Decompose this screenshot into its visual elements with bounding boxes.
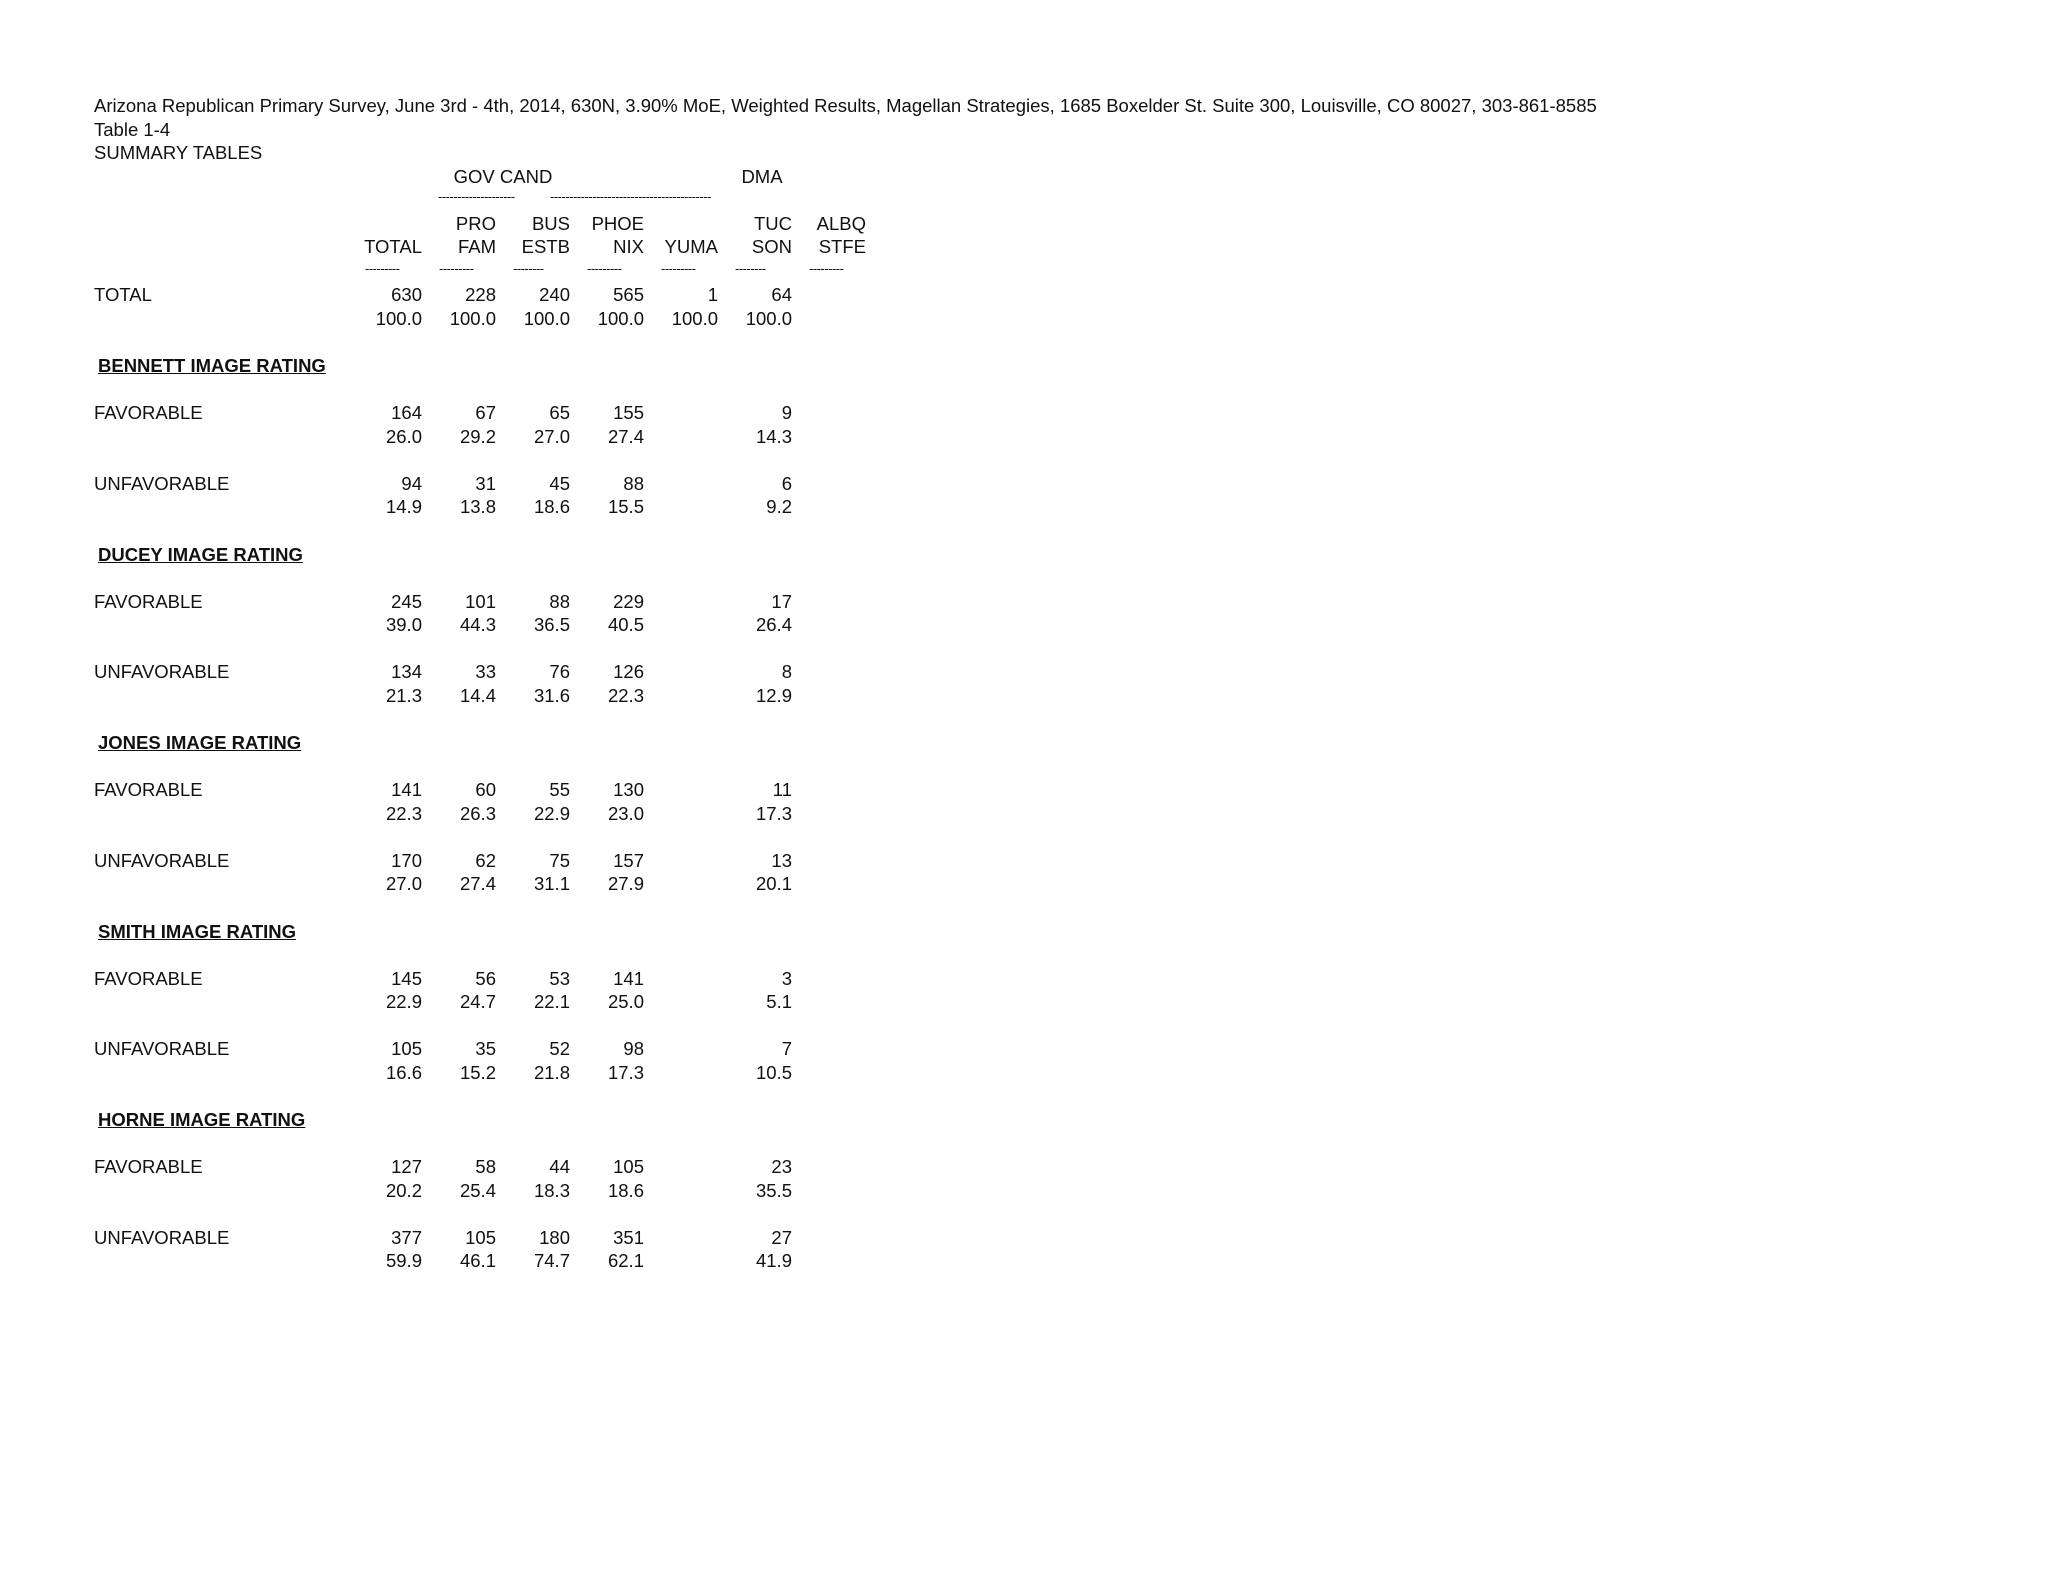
- percent-cell: 14.4: [459, 684, 496, 706]
- percent-cell: 26.3: [459, 802, 496, 824]
- column-header-rule: ---------: [587, 262, 622, 276]
- count-cell: 7: [781, 1038, 792, 1059]
- row-label: FAVORABLE: [94, 967, 203, 989]
- group-header-gov-cand: GOV CAND: [453, 166, 553, 187]
- count-cell: 62: [475, 849, 496, 871]
- count-cell: 76: [549, 661, 570, 682]
- percent-cell: 39.0: [385, 614, 422, 635]
- count-cell: 145: [391, 967, 422, 989]
- count-cell: 52: [549, 1038, 570, 1059]
- row-label: UNFAVORABLE: [94, 1038, 230, 1059]
- column-header-line2: TOTAL: [364, 236, 422, 257]
- count-cell: 240: [539, 284, 570, 305]
- count-cell: 565: [613, 284, 644, 305]
- count-cell: 27: [771, 1226, 792, 1248]
- count-cell: 45: [549, 472, 570, 494]
- percent-cell: 22.9: [385, 991, 422, 1012]
- table-kind: SUMMARY TABLES: [94, 142, 263, 163]
- percent-cell: 27.0: [385, 873, 422, 894]
- column-header-line2: STFE: [818, 236, 866, 257]
- percent-cell: 21.3: [385, 684, 422, 706]
- percent-cell: 5.1: [766, 991, 792, 1012]
- row-label: FAVORABLE: [94, 779, 203, 800]
- percent-cell: 15.2: [459, 1061, 496, 1083]
- percent-cell: 14.9: [385, 496, 422, 517]
- count-cell: 88: [549, 590, 570, 612]
- count-cell: 11: [772, 779, 792, 800]
- count-cell: 8: [781, 661, 792, 682]
- percent-cell: 26.0: [385, 425, 422, 447]
- count-cell: 67: [475, 402, 496, 423]
- count-cell: 23: [771, 1156, 792, 1177]
- column-header-line1: PHOE: [591, 213, 644, 234]
- percent-cell: 20.2: [385, 1179, 422, 1201]
- count-cell: 126: [613, 661, 644, 682]
- column-header-rule: ---------: [365, 262, 400, 276]
- percent-cell: 24.7: [459, 991, 496, 1012]
- column-header-line1: ALBQ: [816, 213, 866, 234]
- count-cell: 53: [549, 967, 570, 989]
- group-rule-gov-cand: --------------------: [438, 190, 515, 204]
- count-cell: 155: [613, 402, 644, 423]
- count-cell: 98: [623, 1038, 644, 1059]
- section-title: JONES IMAGE RATING: [98, 732, 302, 753]
- row-label: FAVORABLE: [94, 402, 203, 423]
- row-label: UNFAVORABLE: [94, 1226, 230, 1248]
- percent-cell: 22.9: [533, 802, 570, 824]
- count-cell: 105: [465, 1226, 496, 1248]
- percent-cell: 27.9: [607, 873, 644, 894]
- row-label: UNFAVORABLE: [94, 849, 230, 871]
- count-cell: 75: [549, 849, 570, 871]
- section-title: DUCEY IMAGE RATING: [98, 543, 303, 565]
- column-header-rule: ---------: [439, 262, 474, 276]
- row-label: UNFAVORABLE: [94, 472, 230, 494]
- column-header-rule: --------: [735, 262, 766, 276]
- percent-cell: 22.3: [385, 802, 422, 824]
- percent-cell: 27.4: [459, 873, 496, 894]
- percent-cell: 44.3: [459, 614, 496, 635]
- count-cell: 64: [771, 284, 792, 305]
- percent-cell: 21.8: [533, 1061, 570, 1083]
- count-cell: 1: [707, 284, 718, 305]
- percent-cell: 9.2: [766, 496, 792, 517]
- percent-cell: 74.7: [533, 1250, 570, 1271]
- count-cell: 9: [781, 402, 792, 423]
- column-header-line2: ESTB: [521, 236, 570, 257]
- count-cell: 33: [475, 661, 496, 682]
- percent-cell: 17.3: [755, 802, 792, 824]
- percent-cell: 25.4: [459, 1179, 496, 1201]
- count-cell: 127: [391, 1156, 422, 1177]
- row-label: FAVORABLE: [94, 590, 203, 612]
- percent-cell: 13.8: [459, 496, 496, 517]
- percent-cell: 41.9: [755, 1250, 792, 1271]
- percent-cell: 27.0: [533, 425, 570, 447]
- count-cell: 31: [475, 472, 496, 494]
- count-cell: 56: [475, 967, 496, 989]
- count-cell: 377: [391, 1226, 422, 1248]
- percent-cell: 59.9: [385, 1250, 422, 1271]
- percent-cell: 29.2: [459, 425, 496, 447]
- percent-cell: 15.5: [607, 496, 644, 517]
- percent-cell: 100.0: [597, 307, 644, 329]
- percent-cell: 14.3: [755, 425, 792, 447]
- percent-cell: 12.9: [755, 684, 792, 706]
- row-label: UNFAVORABLE: [94, 661, 230, 682]
- percent-cell: 25.0: [607, 991, 644, 1012]
- count-cell: 3: [781, 967, 792, 989]
- percent-cell: 18.3: [533, 1179, 570, 1201]
- row-label: TOTAL: [94, 284, 152, 305]
- percent-cell: 31.1: [533, 873, 570, 894]
- count-cell: 229: [613, 590, 644, 612]
- count-cell: 60: [475, 779, 496, 800]
- column-header-line2: FAM: [457, 236, 496, 257]
- document-page: [94, 0, 1994, 1582]
- percent-cell: 100.0: [745, 307, 792, 329]
- percent-cell: 20.1: [755, 873, 792, 894]
- group-header-dma: DMA: [741, 166, 783, 187]
- count-cell: 55: [549, 779, 570, 800]
- section-title: HORNE IMAGE RATING: [98, 1109, 306, 1130]
- section-title: SMITH IMAGE RATING: [98, 920, 297, 942]
- percent-cell: 18.6: [607, 1179, 644, 1201]
- percent-cell: 16.6: [385, 1061, 422, 1083]
- percent-cell: 23.0: [607, 802, 644, 824]
- column-header-line2: SON: [751, 236, 792, 257]
- count-cell: 101: [465, 590, 496, 612]
- count-cell: 141: [613, 967, 644, 989]
- percent-cell: 36.5: [533, 614, 570, 635]
- percent-cell: 31.6: [533, 684, 570, 706]
- count-cell: 88: [623, 472, 644, 494]
- column-header-line1: TUC: [753, 213, 792, 234]
- count-cell: 180: [539, 1226, 570, 1248]
- section-title: BENNETT IMAGE RATING: [98, 355, 326, 376]
- percent-cell: 22.1: [533, 991, 570, 1012]
- count-cell: 44: [549, 1156, 570, 1177]
- row-label: FAVORABLE: [94, 1156, 203, 1177]
- column-header-line1: BUS: [531, 213, 570, 234]
- count-cell: 228: [465, 284, 496, 305]
- percent-cell: 26.4: [755, 614, 792, 635]
- percent-cell: 17.3: [607, 1061, 644, 1083]
- column-header-line1: PRO: [455, 213, 496, 234]
- percent-cell: 100.0: [523, 307, 570, 329]
- table-id: Table 1-4: [94, 119, 171, 140]
- count-cell: 105: [613, 1156, 644, 1177]
- count-cell: 630: [391, 284, 422, 305]
- count-cell: 134: [391, 661, 422, 682]
- percent-cell: 18.6: [533, 496, 570, 517]
- percent-cell: 100.0: [449, 307, 496, 329]
- count-cell: 105: [391, 1038, 422, 1059]
- count-cell: 58: [475, 1156, 496, 1177]
- count-cell: 130: [613, 779, 644, 800]
- survey-header-line: Arizona Republican Primary Survey, June 3rd - 4th, 2014, 630N, 3.90% MoE, Weighted Results, Magellan Strategies, 1685 Boxelder St. Suite 300, Louisville, CO 80027, 303-861-8585: [94, 95, 1597, 116]
- column-header-rule: ---------: [809, 262, 844, 276]
- percent-cell: 40.5: [607, 614, 644, 635]
- count-cell: 157: [613, 849, 644, 871]
- percent-cell: 22.3: [607, 684, 644, 706]
- column-header-rule: ---------: [661, 262, 696, 276]
- count-cell: 13: [771, 849, 792, 871]
- percent-cell: 35.5: [755, 1179, 792, 1201]
- column-header-line2: YUMA: [664, 236, 718, 257]
- column-header-line2: NIX: [613, 236, 644, 257]
- count-cell: 170: [391, 849, 422, 871]
- percent-cell: 46.1: [459, 1250, 496, 1271]
- group-rule-dma: ------------------------------------------: [550, 190, 711, 204]
- count-cell: 164: [391, 402, 422, 423]
- percent-cell: 100.0: [671, 307, 718, 329]
- count-cell: 35: [475, 1038, 496, 1059]
- column-header-rule: --------: [513, 262, 544, 276]
- count-cell: 245: [391, 590, 422, 612]
- percent-cell: 62.1: [607, 1250, 644, 1271]
- count-cell: 351: [613, 1226, 644, 1248]
- count-cell: 17: [771, 590, 792, 612]
- count-cell: 94: [401, 472, 422, 494]
- count-cell: 141: [391, 779, 422, 800]
- count-cell: 6: [781, 472, 792, 494]
- percent-cell: 100.0: [375, 307, 422, 329]
- percent-cell: 10.5: [755, 1061, 792, 1083]
- count-cell: 65: [549, 402, 570, 423]
- percent-cell: 27.4: [607, 425, 644, 447]
